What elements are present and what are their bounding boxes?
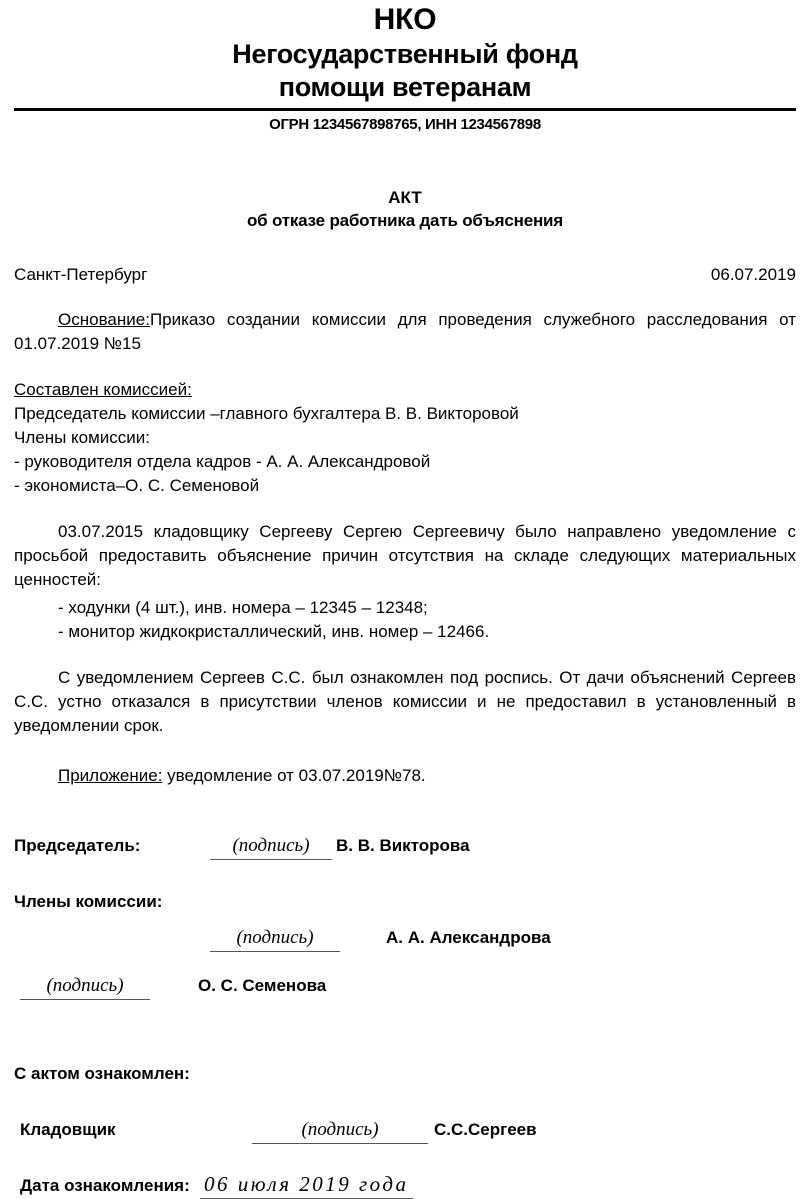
- commission-members-heading: Члены комиссии:: [14, 428, 151, 447]
- organization-name-line-2: помощи ветеранам: [278, 72, 532, 102]
- acknowledgement-date-label: Дата ознакомления:: [20, 1176, 190, 1195]
- basis-text: Приказо создании комиссии для проведения служебного расследования от 01.07.2019 №15: [14, 310, 796, 353]
- inventory-item-list: [14, 596, 796, 644]
- signature-members-title: Члены комиссии:: [14, 892, 163, 911]
- commission-block: [14, 378, 796, 498]
- attachment-label: Приложение:: [58, 766, 163, 785]
- employee-role-label: Кладовщик: [20, 1120, 116, 1139]
- letterhead: [14, 0, 796, 135]
- signature-row-member-2: [14, 974, 796, 1000]
- chairman-name: В. В. Викторова: [336, 836, 470, 855]
- document-title: АКТ: [388, 188, 422, 207]
- employee-name: С.С.Сергеев: [434, 1120, 537, 1139]
- chairman-role-label: Председатель:: [14, 836, 141, 855]
- acknowledgement-area: [14, 1062, 796, 1199]
- signature-placeholder-employee[interactable]: (подпись): [252, 1118, 428, 1144]
- signature-placeholder-member-2[interactable]: (подпись): [20, 974, 150, 1000]
- acknowledgement-date-row: [14, 1172, 796, 1199]
- commission-member-line: - экономиста–О. С. Семеновой: [14, 476, 260, 495]
- acknowledgement-title: С актом ознакомлен:: [14, 1064, 190, 1083]
- acknowledgement-date-value[interactable]: 06 июля 2019 года: [200, 1172, 413, 1199]
- signature-row-member-1: [14, 926, 796, 952]
- document-title-block: [14, 187, 796, 232]
- body-paragraph-1: 03.07.2015 кладовщику Сергееву Сергею Сергеевичу было направлено уведомление с просьбой предоставить объяснение причин отсутствия на складе следующих материальных ценностей:: [14, 522, 796, 589]
- city-date-row: [14, 264, 796, 286]
- member-1-name: А. А. Александрова: [386, 928, 551, 947]
- document-subtitle: об отказе работника дать объяснения: [246, 211, 564, 230]
- organization-registration-ids: ОГРН 1234567898765, ИНН 1234567898: [269, 116, 541, 133]
- member-2-name: О. С. Семенова: [198, 976, 327, 995]
- inventory-item: - монитор жидкокристаллический, инв. номер – 12466.: [58, 622, 490, 641]
- basis-label: Основание:: [58, 310, 150, 329]
- signature-area: [14, 834, 796, 1000]
- signature-placeholder-member-1[interactable]: (подпись): [210, 926, 340, 952]
- commission-heading: Составлен комиссией:: [14, 380, 192, 399]
- document-date: 06.07.2019: [710, 265, 796, 284]
- organization-name-line-1: Негосударственный фонд: [232, 39, 578, 69]
- commission-member-line: - руководителя отдела кадров - А. А. Александровой: [14, 452, 431, 471]
- basis-paragraph: [14, 308, 796, 356]
- signature-placeholder-chairman[interactable]: (подпись): [210, 834, 332, 860]
- organization-abbreviation: НКО: [373, 3, 437, 36]
- letterhead-divider: [14, 108, 796, 111]
- commission-chairman-line: Председатель комиссии –главного бухгалтера В. В. Викторовой: [14, 404, 519, 423]
- attachment-text: уведомление от 03.07.2019№78.: [162, 766, 426, 785]
- city-label: Санкт-Петербург: [14, 265, 148, 284]
- body-paragraph-2: С уведомлением Сергеев С.С. был ознакомлен под роспись. От дачи объяснений Сергеев С.С. устно отказался в присутствии членов комиссии и не предоставил в установленный в уведомлении срок.: [14, 668, 796, 735]
- acknowledgement-signature-row: [14, 1118, 796, 1144]
- attachment-paragraph: [14, 764, 796, 788]
- signature-row-chairman: [14, 834, 796, 860]
- inventory-item: - ходунки (4 шт.), инв. номера – 12345 – 12348;: [58, 598, 428, 617]
